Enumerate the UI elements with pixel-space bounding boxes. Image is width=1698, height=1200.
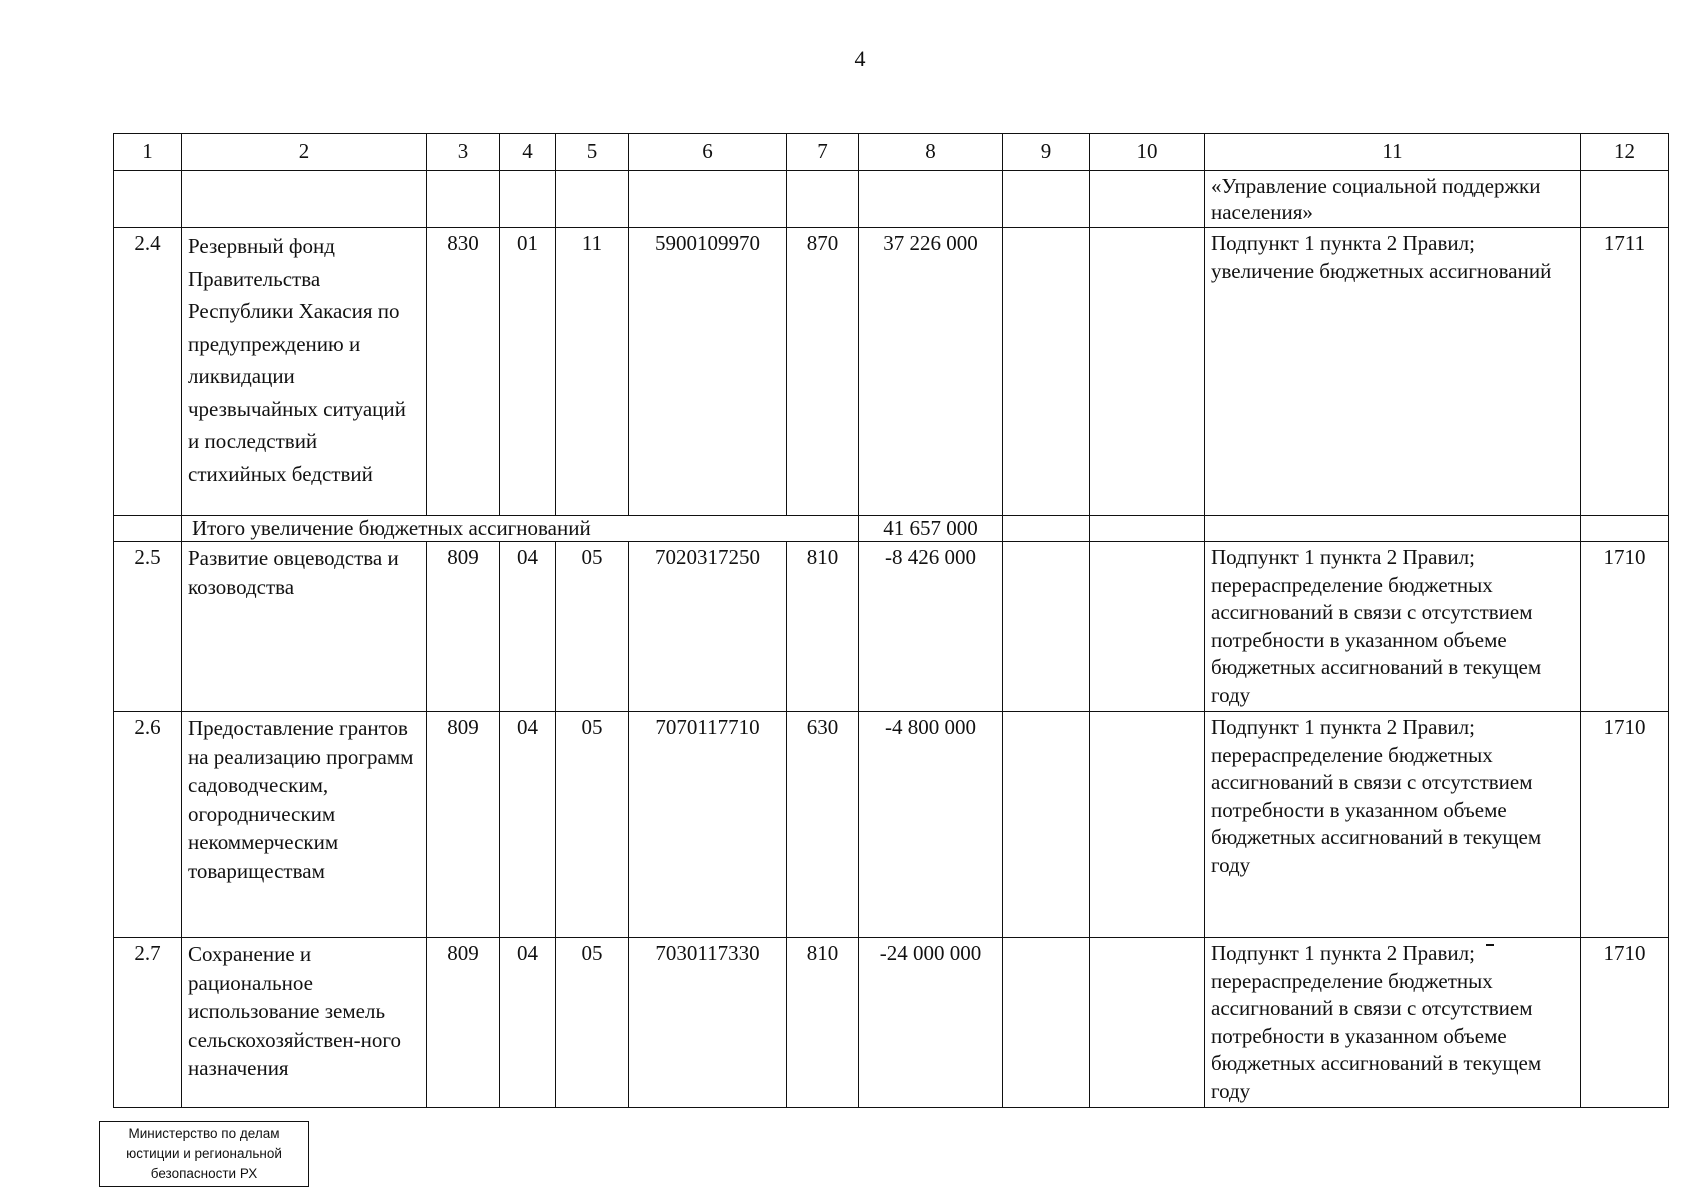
cell-col7: 870 (787, 228, 859, 516)
stamp-line: Министерство по делам (128, 1126, 280, 1141)
cell-col3: 809 (427, 712, 500, 938)
header-cell: 3 (427, 134, 500, 171)
cell (1581, 516, 1669, 542)
row-name: Развитие овцеводства и козоводства (182, 542, 427, 712)
cell (1090, 171, 1205, 228)
row-code: 1710 (1581, 542, 1669, 712)
row-basis: Подпункт 1 пункта 2 Правил; перераспределение бюджетных ассигнований в связи с отсутствием потребности в указанном объеме бюджетных ассигнований в текущем году (1205, 938, 1581, 1108)
cell (1205, 516, 1581, 542)
stamp-line: безопасности РХ (150, 1166, 258, 1181)
cell (1003, 938, 1090, 1108)
row-code: 1710 (1581, 712, 1669, 938)
header-cell: 11 (1205, 134, 1581, 171)
cell-col6: 7030117330 (629, 938, 787, 1108)
header-cell: 2 (182, 134, 427, 171)
row-number: 2.4 (114, 228, 182, 516)
row-name (182, 171, 427, 228)
cell (556, 171, 629, 228)
cell-col4: 04 (500, 542, 556, 712)
row-basis: Подпункт 1 пункта 2 Правил; перераспределение бюджетных ассигнований в связи с отсутствием потребности в указанном объеме бюджетных ассигнований в текущем году (1205, 542, 1581, 712)
cell (427, 171, 500, 228)
header-cell: 8 (859, 134, 1003, 171)
cell-col4: 04 (500, 712, 556, 938)
cell-col3: 830 (427, 228, 500, 516)
table-row (114, 938, 1669, 1108)
row-basis: Подпункт 1 пункта 2 Правил; увеличение бюджетных ассигнований (1205, 228, 1581, 516)
table-row (114, 712, 1669, 938)
cell (1090, 542, 1205, 712)
budget-table (113, 133, 1669, 1108)
cell-col6: 5900109970 (629, 228, 787, 516)
header-cell: 7 (787, 134, 859, 171)
table-row (114, 542, 1669, 712)
cell-amount: 37 226 000 (859, 228, 1003, 516)
cell-col5: 05 (556, 712, 629, 938)
cell-col6: 7020317250 (629, 542, 787, 712)
cell-col5: 11 (556, 228, 629, 516)
cell-amount: -4 800 000 (859, 712, 1003, 938)
row-code (1581, 171, 1669, 228)
cell (1090, 516, 1205, 542)
cell-col5: 05 (556, 938, 629, 1108)
cell (500, 171, 556, 228)
cell (1003, 542, 1090, 712)
cell-col4: 04 (500, 938, 556, 1108)
cell-col7: 810 (787, 542, 859, 712)
row-number: 2.5 (114, 542, 182, 712)
cell-col3: 809 (427, 938, 500, 1108)
header-cell: 12 (1581, 134, 1669, 171)
cell (1003, 516, 1090, 542)
header-cell: 9 (1003, 134, 1090, 171)
cell-col5: 05 (556, 542, 629, 712)
cell (629, 171, 787, 228)
header-cell: 6 (629, 134, 787, 171)
row-name: Резервный фонд Правительства Республики Хакасия по предупреждению и ликвидации чрезвычайных ситуаций и последствий стихийных бедствий (182, 228, 427, 516)
header-cell: 1 (114, 134, 182, 171)
cell (1003, 712, 1090, 938)
row-basis: Подпункт 1 пункта 2 Правил; перераспределение бюджетных ассигнований в связи с отсутствием потребности в указанном объеме бюджетных ассигнований в текущем году (1205, 712, 1581, 938)
cell (787, 171, 859, 228)
row-code: 1710 (1581, 938, 1669, 1108)
row-name: Предоставление грантов на реализацию программ садоводческим, огородническим некоммерческим товариществам (182, 712, 427, 938)
cell (1003, 228, 1090, 516)
cell-col4: 01 (500, 228, 556, 516)
cell (1090, 228, 1205, 516)
cell-col6: 7070117710 (629, 712, 787, 938)
scan-mark (1486, 944, 1494, 946)
cell (1090, 712, 1205, 938)
cell (114, 516, 182, 542)
header-cell: 10 (1090, 134, 1205, 171)
total-label: Итого увеличение бюджетных ассигнований (182, 516, 859, 542)
page-number: 4 (854, 46, 866, 71)
cell-col7: 630 (787, 712, 859, 938)
header-cell: 4 (500, 134, 556, 171)
row-number (114, 171, 182, 228)
row-name: Сохранение и рациональное использование земель сельскохозяйствен-ного назначения (182, 938, 427, 1108)
cell-col3: 809 (427, 542, 500, 712)
total-value: 41 657 000 (859, 516, 1003, 542)
row-code: 1711 (1581, 228, 1669, 516)
cell-amount: -24 000 000 (859, 938, 1003, 1108)
table-row (114, 171, 1669, 228)
row-basis: «Управление социальной поддержки населения» (1205, 171, 1581, 228)
cell-col7: 810 (787, 938, 859, 1108)
cell (859, 171, 1003, 228)
stamp-line: юстиции и региональной (126, 1146, 282, 1161)
cell-amount: -8 426 000 (859, 542, 1003, 712)
cell (1003, 171, 1090, 228)
header-row (114, 134, 1669, 171)
header-cell: 5 (556, 134, 629, 171)
cell (1090, 938, 1205, 1108)
total-row (114, 516, 1669, 542)
row-number: 2.6 (114, 712, 182, 938)
row-number: 2.7 (114, 938, 182, 1108)
registration-stamp (99, 1121, 309, 1187)
table-row (114, 228, 1669, 516)
